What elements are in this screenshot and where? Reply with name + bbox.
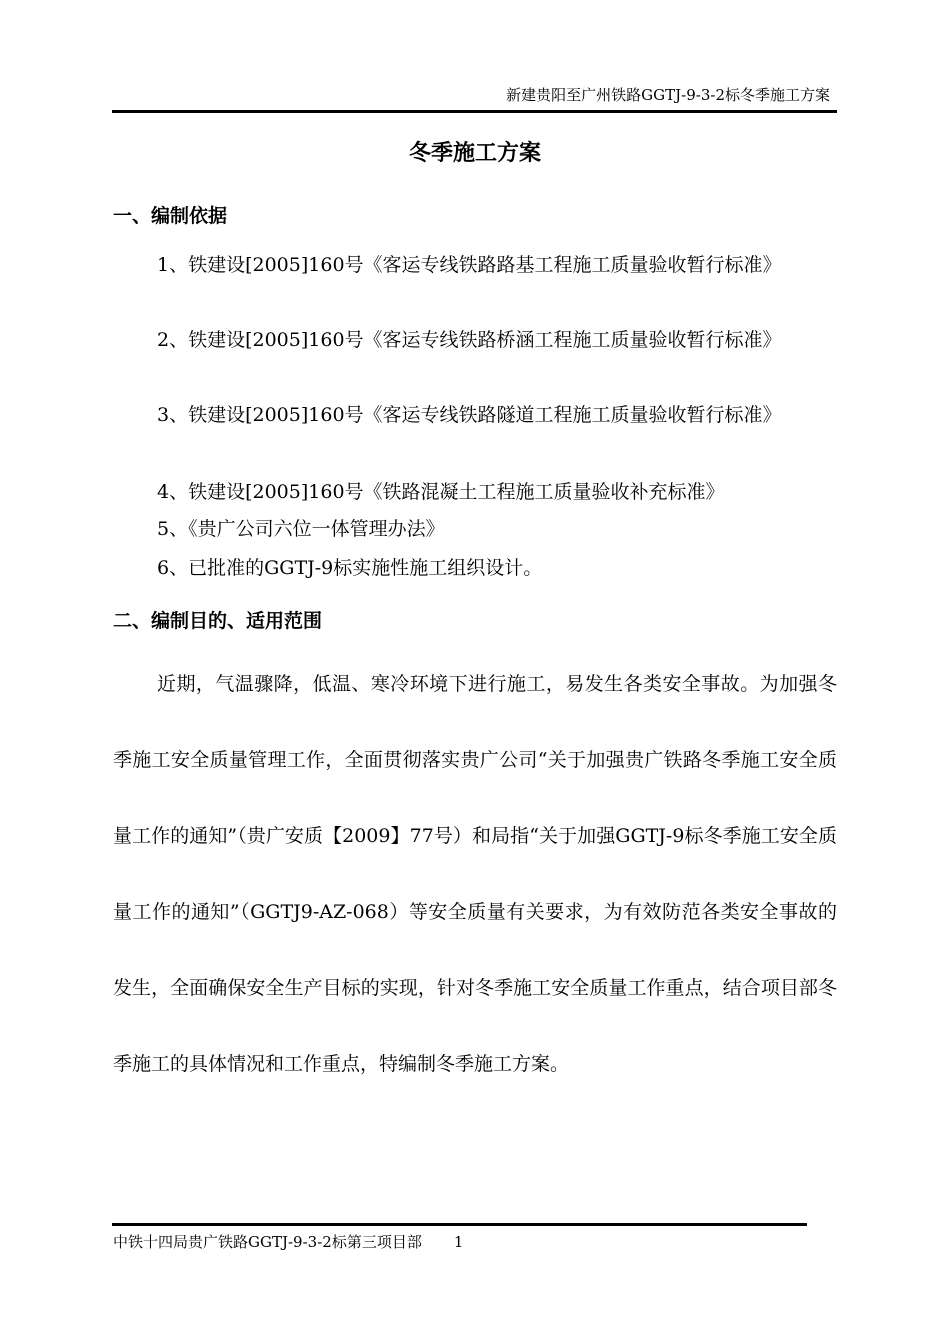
page-header: 新建贵阳至广州铁路GGTJ-9-3-2标冬季施工方案 xyxy=(506,86,830,104)
page-number: 1 xyxy=(453,1233,464,1251)
basis-item-3: 3、铁建设[2005]160号《客运专线铁路隧道工程施工质量验收暂行标准》 xyxy=(157,404,782,426)
basis-item-2: 2、铁建设[2005]160号《客运专线铁路桥涵工程施工质量验收暂行标准》 xyxy=(157,329,782,351)
basis-item-6: 6、已批准的GGTJ-9标实施性施工组织设计。 xyxy=(157,557,543,579)
footer-text: 中铁十四局贵广铁路GGTJ-9-3-2标第三项目部 xyxy=(113,1233,422,1251)
document-title: 冬季施工方案 xyxy=(408,141,541,166)
page-footer xyxy=(113,1231,463,1252)
section-heading-purpose: 二、编制目的、适用范围 xyxy=(113,610,323,632)
header-rule xyxy=(112,110,837,113)
basis-item-5: 5、《贵广公司六位一体管理办法》 xyxy=(157,518,445,540)
basis-item-4: 4、铁建设[2005]160号《铁路混凝土工程施工质量验收补充标准》 xyxy=(157,481,725,503)
section-heading-basis: 一、编制依据 xyxy=(113,205,228,227)
purpose-paragraph: 近期，气温骤降，低温、寒冷环境下进行施工，易发生各类安全事故。为加强冬季施工安全质量管理工作，全面贯彻落实贵广公司“关于加强贵广铁路冬季施工安全质量工作的通知”（贵广安质【2009】77号）和局指“关于加强GGTJ-9标冬季施工安全质量工作的通知”（GGTJ9-AZ-068）等安全质量有关要求，为有效防范各类安全事故的发生，全面确保安全生产目标的实现，针对冬季施工安全质量工作重点，结合项目部冬季施工的具体情况和工作重点，特编制冬季施工方案。 xyxy=(113,673,837,1075)
basis-item-1: 1、铁建设[2005]160号《客运专线铁路路基工程施工质量验收暂行标准》 xyxy=(157,254,782,276)
footer-rule xyxy=(112,1223,807,1226)
